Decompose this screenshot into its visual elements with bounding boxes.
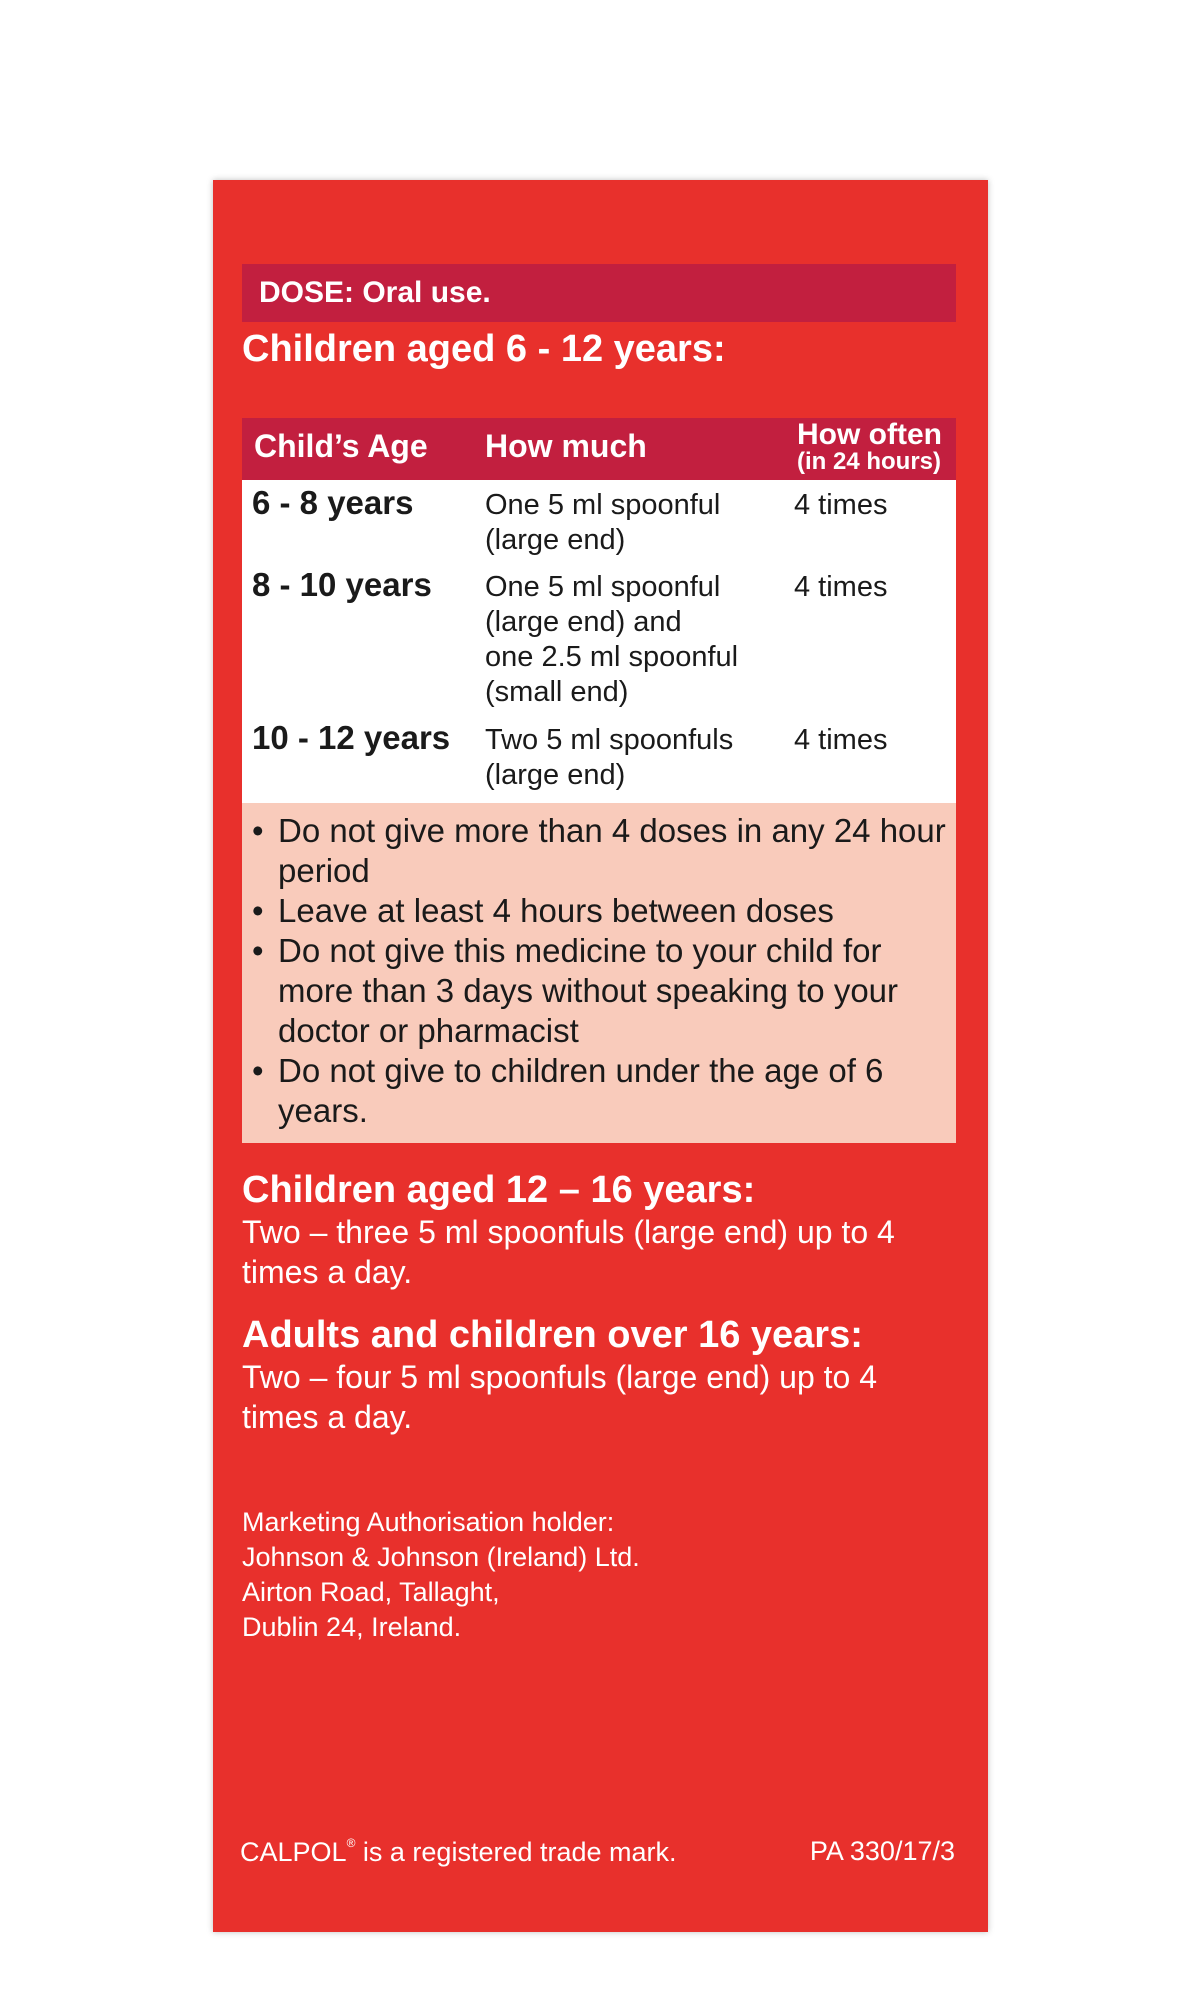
registered-mark: ® xyxy=(346,1836,356,1850)
warning-item: • Do not give to children under the age of 6 years. xyxy=(252,1051,946,1131)
cell-how-much-line: one 2.5 ml spoonful xyxy=(485,641,739,673)
cell-age: 10 - 12 years xyxy=(252,719,451,756)
section-heading-adults: Adults and children over 16 years: xyxy=(242,1314,863,1356)
mah-line: Johnson & Johnson (Ireland) Ltd. xyxy=(242,1542,640,1572)
header-how-often-label: How often xyxy=(797,418,942,451)
cell-how-much-line: One 5 ml spoonful xyxy=(485,489,721,521)
mah-line: Dublin 24, Ireland. xyxy=(242,1612,462,1642)
brand-name: CALPOL xyxy=(240,1837,347,1867)
section-text-12-16: Two – three 5 ml spoonfuls (large end) up to 4 times a day. xyxy=(242,1214,895,1290)
dosage-warnings xyxy=(242,803,956,1143)
cell-how-much-line: One 5 ml spoonful xyxy=(485,571,721,603)
dosage-table-body xyxy=(242,480,956,803)
cell-how-much-line: Two 5 ml spoonfuls xyxy=(485,724,734,756)
header-childs-age: Child’s Age xyxy=(254,428,428,464)
cell-how-much-line: (large end) and xyxy=(485,606,682,638)
header-how-often xyxy=(797,420,942,474)
header-how-often-sub: (in 24 hours) xyxy=(797,448,942,475)
warning-item: • Do not give more than 4 doses in any 24 hour period xyxy=(252,811,946,891)
cell-how-much-line: (small end) xyxy=(485,676,629,708)
pa-number: PA 330/17/3 xyxy=(809,1836,955,1866)
cell-how-often: 4 times xyxy=(794,571,888,603)
header-how-much: How much xyxy=(485,428,647,464)
cell-how-often: 4 times xyxy=(794,489,888,521)
dosage-table-header xyxy=(242,418,956,480)
mah-line: Airton Road, Tallaght, xyxy=(242,1577,500,1607)
cell-age: 8 - 10 years xyxy=(252,566,432,603)
section-heading-6-12: Children aged 6 - 12 years: xyxy=(242,328,726,370)
warning-item: • Do not give this medicine to your child for more than 3 days without speaking to your doctor or pharmacist xyxy=(252,931,946,1051)
trademark-notice xyxy=(240,1836,677,1868)
section-text-adults: Two – four 5 ml spoonfuls (large end) up to 4 times a day. xyxy=(242,1359,878,1435)
section-heading-12-16: Children aged 12 – 16 years: xyxy=(242,1169,756,1211)
warning-item: • Leave at least 4 hours between doses xyxy=(252,891,946,931)
cell-how-much xyxy=(485,488,785,558)
cell-how-much xyxy=(485,723,785,793)
trademark-text: is a registered trade mark. xyxy=(355,1837,677,1867)
cell-age: 6 - 8 years xyxy=(252,484,414,521)
cell-how-much-line: (large end) xyxy=(485,759,626,791)
cell-how-often: 4 times xyxy=(794,724,888,756)
dose-label: DOSE: Oral use. xyxy=(242,264,956,322)
marketing-authorisation xyxy=(242,1505,640,1645)
cell-how-much xyxy=(485,570,785,710)
mah-line: Marketing Authorisation holder: xyxy=(242,1507,615,1537)
cell-how-much-line: (large end) xyxy=(485,524,626,556)
packaging-panel xyxy=(213,180,988,1932)
